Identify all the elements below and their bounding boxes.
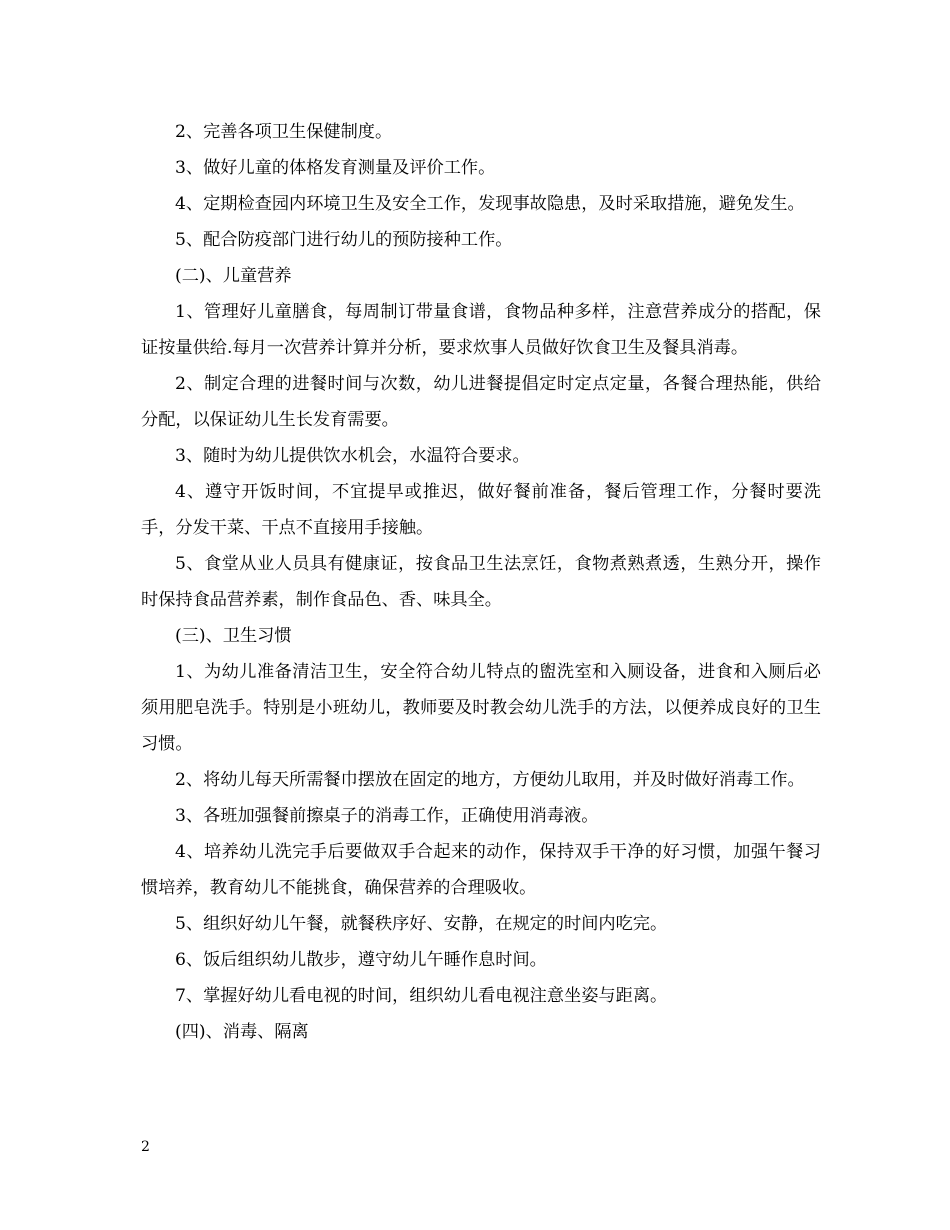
paragraph-table-disinfection: 3、各班加强餐前擦桌子的消毒工作，正确使用消毒液。 xyxy=(175,806,599,826)
paragraph-tv-time: 7、掌握好幼儿看电视的时间，组织幼儿看电视注意坐姿与距离。 xyxy=(175,986,668,1006)
section-heading-hygiene-habits: (三)、卫生习惯 xyxy=(175,626,292,646)
paragraph-safety-inspection: 4、定期检查园内环境卫生及安全工作，发现事故隐患，及时采取措施，避免发生。 xyxy=(175,194,805,214)
paragraph-meal-management: 1、管理好儿童膳食，每周制订带量食谱，食物品种多样，注意营养成分的搭配，保证按量供给.每月一次营养计算并分析，要求炊事人员做好饮食卫生及餐具消毒。 xyxy=(141,302,821,358)
page-number: 2 xyxy=(141,1139,150,1155)
document-body xyxy=(141,114,821,1050)
paragraph-meal-time: 4、遵守开饭时间，不宜提早或推迟，做好餐前准备，餐后管理工作，分餐时要洗手，分发干菜、干点不直接用手接触。 xyxy=(141,482,821,538)
paragraph-hygiene-system: 2、完善各项卫生保健制度。 xyxy=(175,122,393,142)
paragraph-napkins: 2、将幼儿每天所需餐巾摆放在固定的地方，方便幼儿取用，并及时做好消毒工作。 xyxy=(175,770,805,790)
section-heading-disinfection: (四)、消毒、隔离 xyxy=(175,1022,309,1042)
section-heading-nutrition: (二)、儿童营养 xyxy=(175,266,292,286)
paragraph-hand-habits: 4、培养幼儿洗完手后要做双手合起来的动作，保持双手干净的好习惯，加强午餐习惯培养，教育幼儿不能挑食，确保营养的合理吸收。 xyxy=(141,842,821,898)
paragraph-meal-schedule: 2、制定合理的进餐时间与次数，幼儿进餐提倡定时定点定量，各餐合理热能，供给分配，以保证幼儿生长发育需要。 xyxy=(141,374,821,430)
paragraph-drinking-water: 3、随时为幼儿提供饮水机会，水温符合要求。 xyxy=(175,446,530,466)
paragraph-lunch: 5、组织好幼儿午餐，就餐秩序好、安静，在规定的时间内吃完。 xyxy=(175,914,668,934)
paragraph-walk-nap: 6、饭后组织幼儿散步，遵守幼儿午睡作息时间。 xyxy=(175,950,547,970)
paragraph-washroom: 1、为幼儿准备清洁卫生，安全符合幼儿特点的盥洗室和入厕设备，进食和入厕后必须用肥皂洗手。特别是小班幼儿，教师要及时教会幼儿洗手的方法，以便养成良好的卫生习惯。 xyxy=(141,662,821,754)
paragraph-growth-measurement: 3、做好儿童的体格发育测量及评价工作。 xyxy=(175,158,496,178)
paragraph-vaccination: 5、配合防疫部门进行幼儿的预防接种工作。 xyxy=(175,230,513,250)
paragraph-canteen-staff: 5、食堂从业人员具有健康证，按食品卫生法烹饪，食物煮熟煮透，生熟分开，操作时保持食品营养素，制作食品色、香、味具全。 xyxy=(141,554,821,610)
